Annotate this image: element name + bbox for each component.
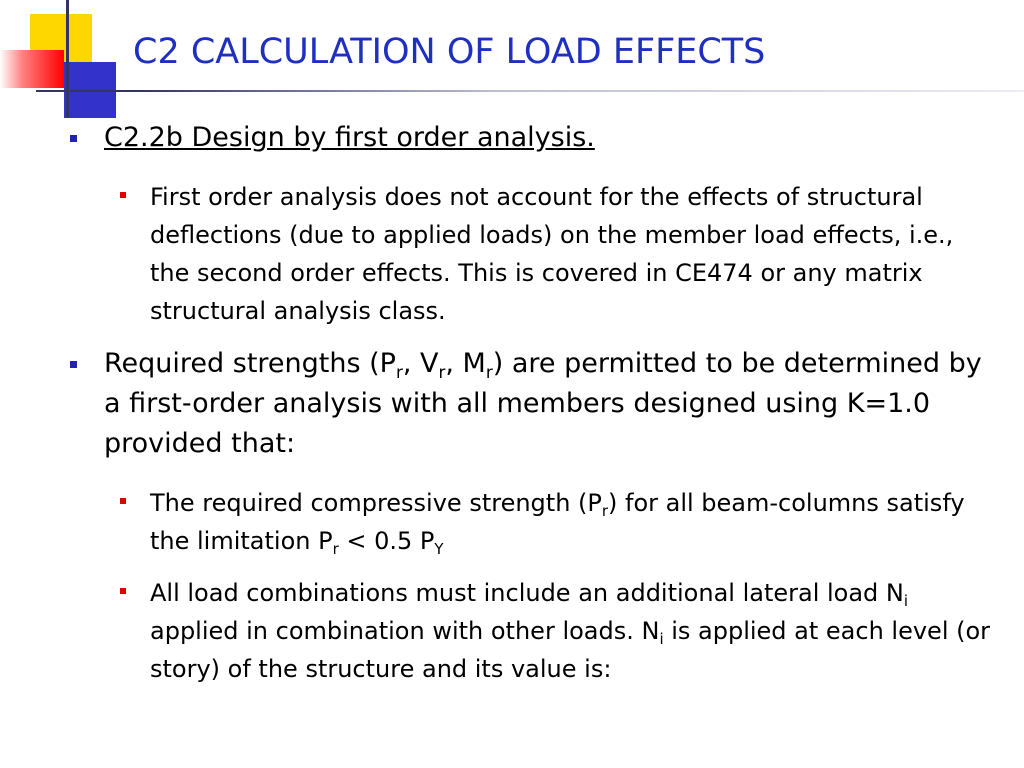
section-heading: C2.2b Design by first order analysis.	[104, 122, 595, 153]
required-strengths-text: Required strengths ($P_r$, $V_r$, $M_r$) are permitted to be determined by a first-order analysis with all members designed using K=1.0 provided that:	[104, 348, 982, 459]
bullet-required-strengths	[0, 344, 1024, 464]
decorative-red-bar	[0, 50, 64, 88]
square-bullet-icon	[70, 135, 77, 142]
slide-title: C2 CALCULATION OF LOAD EFFECTS	[133, 32, 766, 72]
decorative-horizontal-line	[36, 90, 1024, 92]
square-bullet-icon	[120, 588, 126, 594]
decorative-vertical-line	[66, 0, 69, 118]
lateral-load-text: All load combinations must include an additional lateral load $N_i$ applied in combination with other loads. $N_i$ is applied at each level (or story) of the structure and its value is:	[150, 579, 991, 683]
sub-bullet-compressive-strength	[0, 484, 1024, 560]
first-order-note-text: First order analysis does not account for the effects of structural deflections (due to applied loads) on the member load effects, i.e., the second order effects. This is covered in CE474 or any matrix structural analysis class.	[150, 183, 954, 325]
square-bullet-icon	[70, 361, 77, 368]
sub-bullet-first-order-note	[0, 178, 1024, 330]
bullet-section-heading	[0, 118, 1024, 158]
sub-bullet-lateral-load	[0, 574, 1024, 688]
square-bullet-icon	[120, 192, 126, 198]
compressive-strength-text: The required compressive strength $(P_r)$ for all beam-columns satisfy the limitation $P_r < 0.5$ $P_Y$	[150, 489, 965, 559]
slide-body	[0, 118, 1024, 702]
square-bullet-icon	[120, 498, 126, 504]
